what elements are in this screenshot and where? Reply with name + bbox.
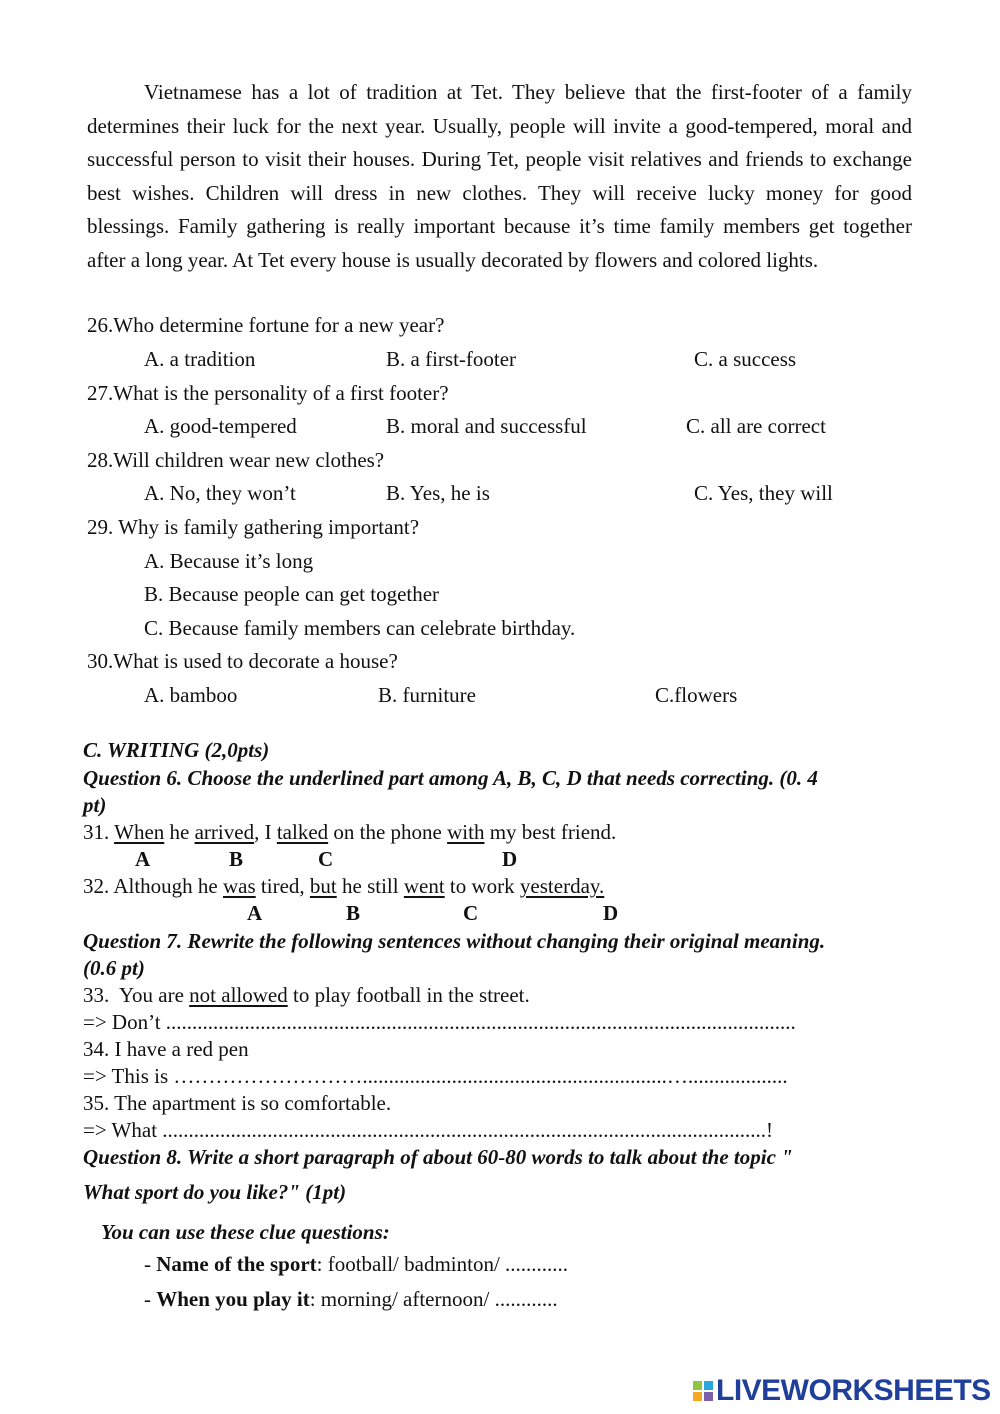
s31-part-c: talked — [276, 820, 329, 844]
q29-option-c: C. Because family members can celebrate birthday. — [144, 616, 576, 640]
s31-label-a: A — [135, 847, 151, 871]
question-8-title: Question 8. Write a short paragraph of about 60-80 words to talk about the topic " — [83, 1145, 793, 1169]
q29-option-a: A. Because it’s long — [144, 549, 314, 573]
question-8-title-cont: What sport do you like?" (1pt) — [83, 1180, 347, 1204]
sentence-32: 32. Although he was tired, but he still went to work yesterday. — [83, 874, 605, 898]
reading-passage — [87, 76, 912, 277]
clue-1: - Name of the sport: football/ badminton/ ............ — [144, 1252, 569, 1276]
liveworksheets-logo — [693, 1375, 991, 1407]
q26-option-a: A. a tradition — [144, 347, 256, 371]
clue-2: - When you play it: morning/ afternoon/ ............ — [144, 1287, 558, 1311]
q28-option-b: B. Yes, he is — [386, 481, 490, 505]
q26-option-c: C. a success — [694, 347, 797, 371]
answer-line-35: => What ...................................................................................................................! — [83, 1118, 774, 1142]
sentence-31: 31. When he arrived, I talked on the phone with my best friend. — [83, 820, 617, 844]
q30-option-a: A. bamboo — [144, 683, 238, 707]
question-6-title: Question 6. Choose the underlined part among A, B, C, D that needs correcting. (0. 4 — [83, 766, 818, 790]
s31-part-d: with — [447, 820, 485, 844]
s32-label-d: D — [603, 901, 619, 925]
q29-option-b: B. Because people can get together — [144, 582, 440, 606]
writing-section-title: C. WRITING (2,0pts) — [83, 738, 270, 762]
s31-label-b: B — [229, 847, 244, 871]
s32-part-a: was — [223, 874, 256, 898]
question-26: 26.Who determine fortune for a new year? — [87, 313, 445, 337]
brand-name: LIVEWORKSHEETS — [716, 1374, 991, 1407]
s32-part-b: but — [309, 874, 337, 898]
question-6-title-cont: pt) — [83, 793, 107, 817]
q27-option-a: A. good-tempered — [144, 414, 297, 438]
question-27: 27.What is the personality of a first footer? — [87, 381, 449, 405]
s32-label-a: A — [247, 901, 263, 925]
q27-option-c: C. all are correct — [686, 414, 826, 438]
s31-label-c: C — [318, 847, 334, 871]
q28-option-c: C. Yes, they will — [694, 481, 833, 505]
answer-line-33: => Don’t ........................................................................................................................ — [83, 1010, 796, 1034]
q27-option-b: B. moral and successful — [386, 414, 587, 438]
sentence-35: 35. The apartment is so comfortable. — [83, 1091, 392, 1115]
s31-part-b: arrived — [194, 820, 255, 844]
s32-part-d: yesterday. — [519, 874, 605, 898]
question-29: 29. Why is family gathering important? — [87, 515, 420, 539]
clue-intro: You can use these clue questions: — [101, 1220, 390, 1244]
s31-label-d: D — [502, 847, 518, 871]
answer-line-34: => This is ………………………..........................................................…................... — [83, 1064, 788, 1088]
s32-part-c: went — [403, 874, 445, 898]
passage-text: Vietnamese has a lot of tradition at Tet. They believe that the first-footer of a family determines their luck for the next year. Usually, people will invite a good-tempered, moral and successful person to visit their houses. During Tet, people visit relatives and friends to exchange best wishes. Children will dress in new clothes. They will receive lucky money for good blessings. Family gathering is really important because it’s time family members get together after a long year. At Tet every house is usually decorated by flowers and colored lights. — [87, 80, 912, 272]
question-7-title: Question 7. Rewrite the following sentences without changing their original meaning. — [83, 929, 826, 953]
s32-label-c: C — [463, 901, 479, 925]
s32-label-b: B — [346, 901, 361, 925]
q26-option-b: B. a first-footer — [386, 347, 517, 371]
question-28: 28.Will children wear new clothes? — [87, 448, 385, 472]
q30-option-b: B. furniture — [378, 683, 476, 707]
question-7-title-cont: (0.6 pt) — [83, 956, 145, 980]
s31-part-a: When — [114, 820, 165, 844]
q28-option-a: A. No, they won’t — [144, 481, 296, 505]
sentence-34: 34. I have a red pen — [83, 1037, 249, 1061]
s33-underlined: not allowed — [189, 983, 288, 1007]
q30-option-c: C.flowers — [655, 683, 738, 707]
sentence-33: 33. You are not allowed to play football in the street. — [83, 983, 530, 1007]
liveworksheets-logo-icon — [693, 1381, 713, 1401]
question-30: 30.What is used to decorate a house? — [87, 649, 398, 673]
